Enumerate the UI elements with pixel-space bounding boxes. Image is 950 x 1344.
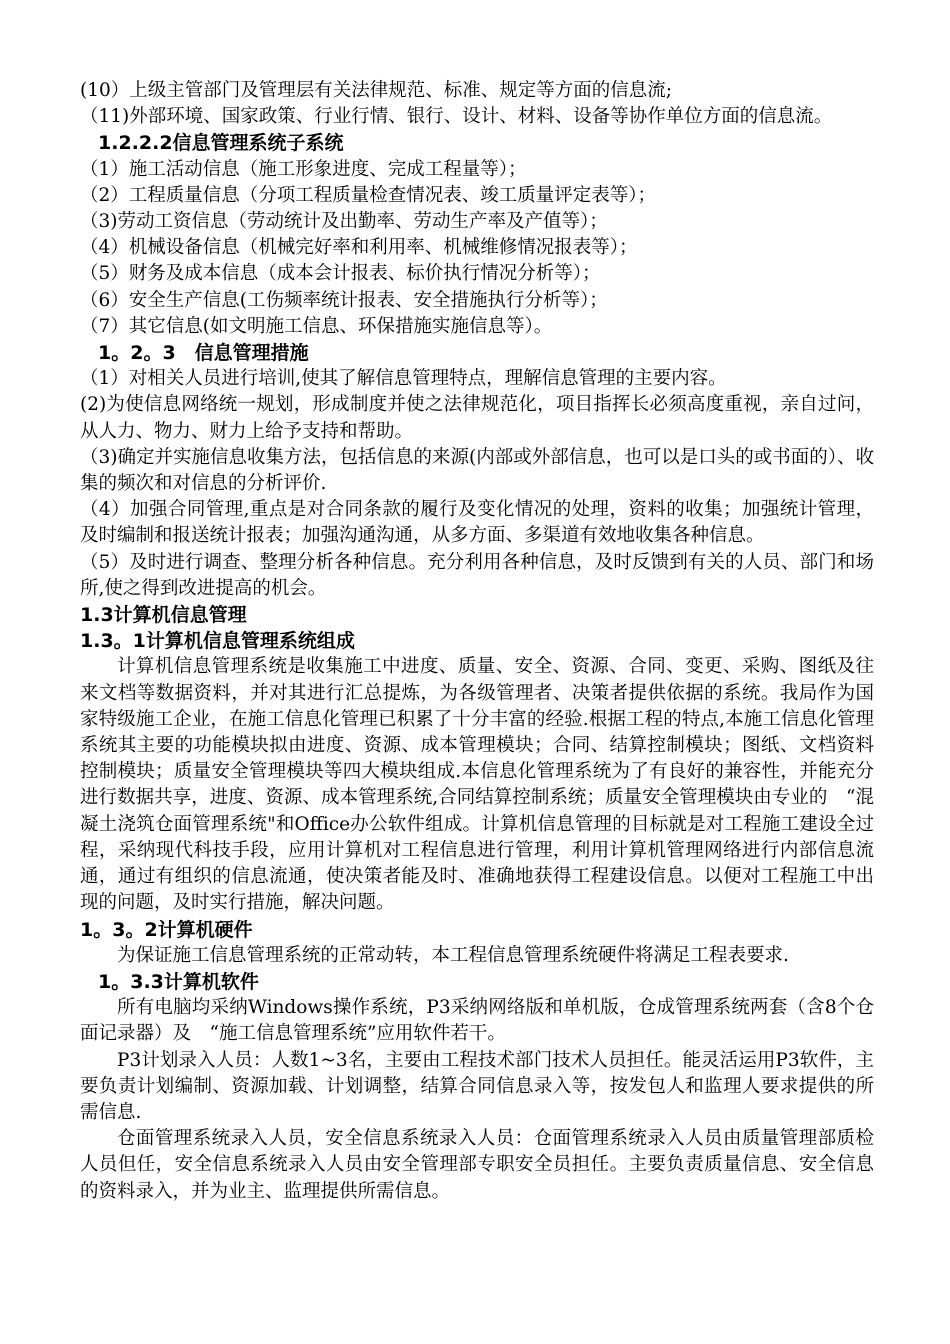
measure-item-3: （3)确定并实施信息收集方法，包括信息的来源(内部或外部信息，也可以是口头的或书面的）、收集的频次和对信息的分析评价. [80, 446, 874, 495]
subsystem-item-5: （5）财务及成本信息（成本会计报表、标价执行情况分析等）； [80, 263, 601, 285]
measure-item-4: （4）加强合同管理,重点是对合同条款的履行及变化情况的处理，资料的收集；加强统计管理，及时编制和报送统计报表；加强沟通沟通，从多方面、多渠道有效地收集各种信息。 [80, 499, 874, 547]
paragraph-1-3-3-c: 仓面管理系统录入人员，安全信息系统录入人员：仓面管理系统录入人员由质量管理部质检人员但任，安全信息系统录入人员由安全管理部专职安全员担任。主要负责质量信息、安全信息的资料录入，并为业主、监理提供所需信息。 [80, 1128, 874, 1202]
measure-item-5: （5）及时进行调查、整理分析各种信息。充分利用各种信息，及时反馈到有关的人员、部门和场所,使之得到改进提高的机会。 [80, 551, 874, 599]
measure-item-1: （1）对相关人员进行培训,使其了解信息管理特点，理解信息管理的主要内容。 [80, 368, 727, 390]
info-flow-11: （11)外部环境、国家政策、行业行情、银行、设计、材料、设备等协作单位方面的信息流。 [80, 106, 833, 128]
subsystem-item-7: （7）其它信息(如文明施工信息、环保措施实施信息等）。 [80, 315, 553, 337]
heading-1-2-3: 1。2。3 信息管理措施 [98, 342, 309, 365]
subsystem-item-3: （3)劳动工资信息（劳动统计及出勤率、劳动生产率及产值等）； [80, 211, 608, 233]
info-flow-10: (10）上级主管部门及管理层有关法律规范、标准、规定等方面的信息流; [80, 80, 672, 101]
heading-1-3-1: 1.3。1计算机信息管理系统组成 [80, 630, 355, 653]
subsystem-item-2: （2）工程质量信息（分项工程质量检查情况表、竣工质量评定表等）； [80, 184, 657, 206]
measure-item-2: (2)为使信息网络统一规划，形成制度并使之法律规范化，项目指挥长必须高度重视，亲自过问，从人力、物力、财力上给予支持和帮助。 [80, 394, 874, 442]
subsystem-item-1: （1）施工活动信息（施工形象进度、完成工程量等）； [80, 158, 527, 180]
heading-1-3-2: 1。3。2计算机硬件 [80, 918, 253, 941]
heading-1-3: 1.3计算机信息管理 [80, 604, 247, 627]
heading-1-3-3: 1。3.3计算机软件 [98, 970, 259, 993]
subsystem-item-6: （6）安全生产信息(工伤频率统计报表、安全措施执行分析等）； [80, 289, 608, 311]
paragraph-1-3-3-a: 所有电脑均采纳Windows操作系统，P3采纳网络版和单机版，仓成管理系统两套（含8个仓面记录器）及 “施工信息管理系统”应用软件若干。 [80, 997, 874, 1045]
paragraph-1-3-3-b: P3计划录入人员：人数1~3名，主要由工程技术部门技术人员担任。能灵活运用P3软件，主要负责计划编制、资源加载、计划调整，结算合同信息录入等，按发包人和监理人要求提供的所需信息. [80, 1049, 874, 1123]
paragraph-1-3-2: 为保证施工信息管理系统的正常动转，本工程信息管理系统硬件将满足工程表要求. [117, 944, 789, 966]
paragraph-1-3-1: 计算机信息管理系统是收集施工中进度、质量、安全、资源、合同、变更、采购、图纸及往来文档等数据资料，并对其进行汇总提炼，为各级管理者、决策者提供依据的系统。我局作为国家特级施工企业，在施工信息化管理已积累了十分丰富的经验.根据工程的特点,本施工信息化管理系统其主要的功能模块拟由进度、资源、成本管理模块；合同、结算控制模块；图纸、文档资料控制模块；质量安全管理模块等四大模块组成.本信息化管理系统为了有良好的兼容性，并能充分进行数据共享，进度、资源、成本管理系统,合同结算控制系统；质量安全管理模块由专业的 “混凝土浇筑仓面管理系统"和Office办公软件组成。计算机信息管理的目标就是对工程施工建设全过程，采纳现代科技手段，应用计算机对工程信息进行管理，利用计算机管理网络进行内部信息流通，通过有组织的信息流通，使决策者能及时、准确地获得工程建设信息。以便对工程施工中出现的问题，及时实行措施，解决问题。 [80, 656, 874, 914]
heading-1-2-2-2: 1.2.2.2信息管理系统子系统 [98, 132, 344, 155]
subsystem-item-4: （4）机械设备信息（机械完好率和利用率、机械维修情况报表等）； [80, 237, 638, 259]
